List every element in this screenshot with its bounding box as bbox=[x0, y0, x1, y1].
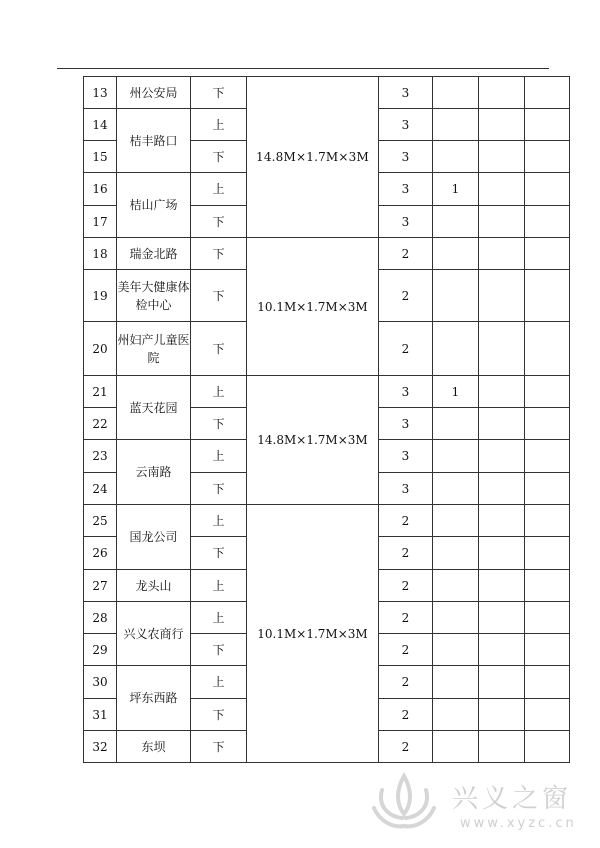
blank-cell bbox=[479, 322, 525, 376]
blank-cell bbox=[479, 731, 525, 763]
row-number: 21 bbox=[84, 376, 117, 408]
row-number: 14 bbox=[84, 109, 117, 141]
blank-cell bbox=[479, 206, 525, 238]
row-number: 25 bbox=[84, 505, 117, 537]
blank-cell bbox=[479, 505, 525, 537]
blank-cell bbox=[525, 440, 570, 473]
extra-count bbox=[433, 602, 479, 634]
direction: 下 bbox=[191, 634, 247, 666]
blank-cell bbox=[479, 473, 525, 505]
row-number: 27 bbox=[84, 570, 117, 602]
extra-count bbox=[433, 699, 479, 731]
row-number: 16 bbox=[84, 173, 117, 206]
row-number: 23 bbox=[84, 440, 117, 473]
extra-count bbox=[433, 77, 479, 109]
blank-cell bbox=[525, 602, 570, 634]
table-row bbox=[84, 376, 570, 408]
extra-count bbox=[433, 408, 479, 440]
stop-name: 国龙公司 bbox=[117, 505, 191, 570]
extra-count bbox=[433, 238, 479, 270]
blank-cell bbox=[525, 731, 570, 763]
direction: 上 bbox=[191, 666, 247, 699]
direction: 下 bbox=[191, 537, 247, 570]
row-number: 17 bbox=[84, 206, 117, 238]
quantity: 2 bbox=[379, 731, 433, 763]
direction: 下 bbox=[191, 270, 247, 322]
extra-count bbox=[433, 634, 479, 666]
direction: 下 bbox=[191, 238, 247, 270]
blank-cell bbox=[525, 270, 570, 322]
header-rule bbox=[57, 68, 549, 69]
direction: 下 bbox=[191, 322, 247, 376]
row-number: 13 bbox=[84, 77, 117, 109]
direction: 上 bbox=[191, 109, 247, 141]
stop-name: 龙头山 bbox=[117, 570, 191, 602]
extra-count bbox=[433, 537, 479, 570]
stop-name: 兴义农商行 bbox=[117, 602, 191, 666]
blank-cell bbox=[525, 634, 570, 666]
direction: 上 bbox=[191, 440, 247, 473]
extra-count bbox=[433, 505, 479, 537]
quantity: 2 bbox=[379, 537, 433, 570]
direction: 上 bbox=[191, 376, 247, 408]
extra-count bbox=[433, 570, 479, 602]
direction: 下 bbox=[191, 206, 247, 238]
row-number: 32 bbox=[84, 731, 117, 763]
quantity: 3 bbox=[379, 173, 433, 206]
blank-cell bbox=[479, 173, 525, 206]
blank-cell bbox=[479, 77, 525, 109]
blank-cell bbox=[479, 440, 525, 473]
row-number: 24 bbox=[84, 473, 117, 505]
bus-stop-table bbox=[83, 76, 570, 763]
quantity: 3 bbox=[379, 109, 433, 141]
extra-count bbox=[433, 206, 479, 238]
blank-cell bbox=[525, 322, 570, 376]
blank-cell bbox=[525, 537, 570, 570]
quantity: 2 bbox=[379, 238, 433, 270]
blank-cell bbox=[479, 238, 525, 270]
row-number: 22 bbox=[84, 408, 117, 440]
direction: 下 bbox=[191, 141, 247, 173]
row-number: 19 bbox=[84, 270, 117, 322]
stop-name: 州妇产儿童医院 bbox=[117, 322, 191, 376]
stop-name: 美年大健康体检中心 bbox=[117, 270, 191, 322]
blank-cell bbox=[525, 376, 570, 408]
extra-count bbox=[433, 473, 479, 505]
extra-count bbox=[433, 440, 479, 473]
stop-name: 蓝天花园 bbox=[117, 376, 191, 440]
row-number: 15 bbox=[84, 141, 117, 173]
stop-name: 州公安局 bbox=[117, 77, 191, 109]
extra-count bbox=[433, 141, 479, 173]
lotus-logo-icon bbox=[368, 768, 440, 834]
row-number: 26 bbox=[84, 537, 117, 570]
quantity: 2 bbox=[379, 666, 433, 699]
direction: 下 bbox=[191, 699, 247, 731]
blank-cell bbox=[525, 206, 570, 238]
shelter-size: 10.1M×1.7M×3M bbox=[247, 238, 379, 376]
quantity: 2 bbox=[379, 602, 433, 634]
blank-cell bbox=[479, 570, 525, 602]
blank-cell bbox=[479, 141, 525, 173]
blank-cell bbox=[479, 408, 525, 440]
quantity: 2 bbox=[379, 270, 433, 322]
direction: 下 bbox=[191, 77, 247, 109]
blank-cell bbox=[479, 634, 525, 666]
extra-count: 1 bbox=[433, 173, 479, 206]
quantity: 3 bbox=[379, 206, 433, 238]
extra-count bbox=[433, 731, 479, 763]
blank-cell bbox=[525, 699, 570, 731]
quantity: 3 bbox=[379, 408, 433, 440]
blank-cell bbox=[525, 77, 570, 109]
blank-cell bbox=[479, 602, 525, 634]
shelter-size: 10.1M×1.7M×3M bbox=[247, 505, 379, 763]
stop-name: 东坝 bbox=[117, 731, 191, 763]
blank-cell bbox=[479, 109, 525, 141]
extra-count bbox=[433, 270, 479, 322]
quantity: 3 bbox=[379, 440, 433, 473]
row-number: 30 bbox=[84, 666, 117, 699]
direction: 下 bbox=[191, 473, 247, 505]
direction: 上 bbox=[191, 602, 247, 634]
watermark bbox=[360, 768, 590, 838]
blank-cell bbox=[479, 270, 525, 322]
blank-cell bbox=[479, 666, 525, 699]
blank-cell bbox=[525, 408, 570, 440]
extra-count bbox=[433, 109, 479, 141]
quantity: 2 bbox=[379, 634, 433, 666]
quantity: 3 bbox=[379, 141, 433, 173]
direction: 下 bbox=[191, 731, 247, 763]
extra-count: 1 bbox=[433, 376, 479, 408]
watermark-url: www.xyzc.cn bbox=[460, 816, 577, 831]
quantity: 2 bbox=[379, 699, 433, 731]
blank-cell bbox=[525, 109, 570, 141]
blank-cell bbox=[525, 570, 570, 602]
stop-name: 桔山广场 bbox=[117, 173, 191, 238]
direction: 下 bbox=[191, 408, 247, 440]
row-number: 29 bbox=[84, 634, 117, 666]
quantity: 3 bbox=[379, 473, 433, 505]
blank-cell bbox=[525, 238, 570, 270]
table-row bbox=[84, 238, 570, 270]
direction: 上 bbox=[191, 570, 247, 602]
direction: 上 bbox=[191, 505, 247, 537]
table-row bbox=[84, 77, 570, 109]
extra-count bbox=[433, 322, 479, 376]
stop-name: 云南路 bbox=[117, 440, 191, 505]
row-number: 31 bbox=[84, 699, 117, 731]
quantity: 3 bbox=[379, 376, 433, 408]
quantity: 2 bbox=[379, 570, 433, 602]
quantity: 2 bbox=[379, 505, 433, 537]
blank-cell bbox=[525, 666, 570, 699]
blank-cell bbox=[479, 376, 525, 408]
shelter-size: 14.8M×1.7M×3M bbox=[247, 376, 379, 505]
blank-cell bbox=[525, 141, 570, 173]
row-number: 20 bbox=[84, 322, 117, 376]
blank-cell bbox=[525, 473, 570, 505]
row-number: 28 bbox=[84, 602, 117, 634]
blank-cell bbox=[525, 173, 570, 206]
blank-cell bbox=[525, 505, 570, 537]
shelter-size: 14.8M×1.7M×3M bbox=[247, 77, 379, 238]
quantity: 2 bbox=[379, 322, 433, 376]
direction: 上 bbox=[191, 173, 247, 206]
extra-count bbox=[433, 666, 479, 699]
stop-name: 瑞金北路 bbox=[117, 238, 191, 270]
quantity: 3 bbox=[379, 77, 433, 109]
blank-cell bbox=[479, 699, 525, 731]
table-row bbox=[84, 505, 570, 537]
blank-cell bbox=[479, 537, 525, 570]
row-number: 18 bbox=[84, 238, 117, 270]
watermark-brand-text: 兴义之窗 bbox=[452, 784, 573, 814]
stop-name: 坪东西路 bbox=[117, 666, 191, 731]
stop-name: 桔丰路口 bbox=[117, 109, 191, 173]
